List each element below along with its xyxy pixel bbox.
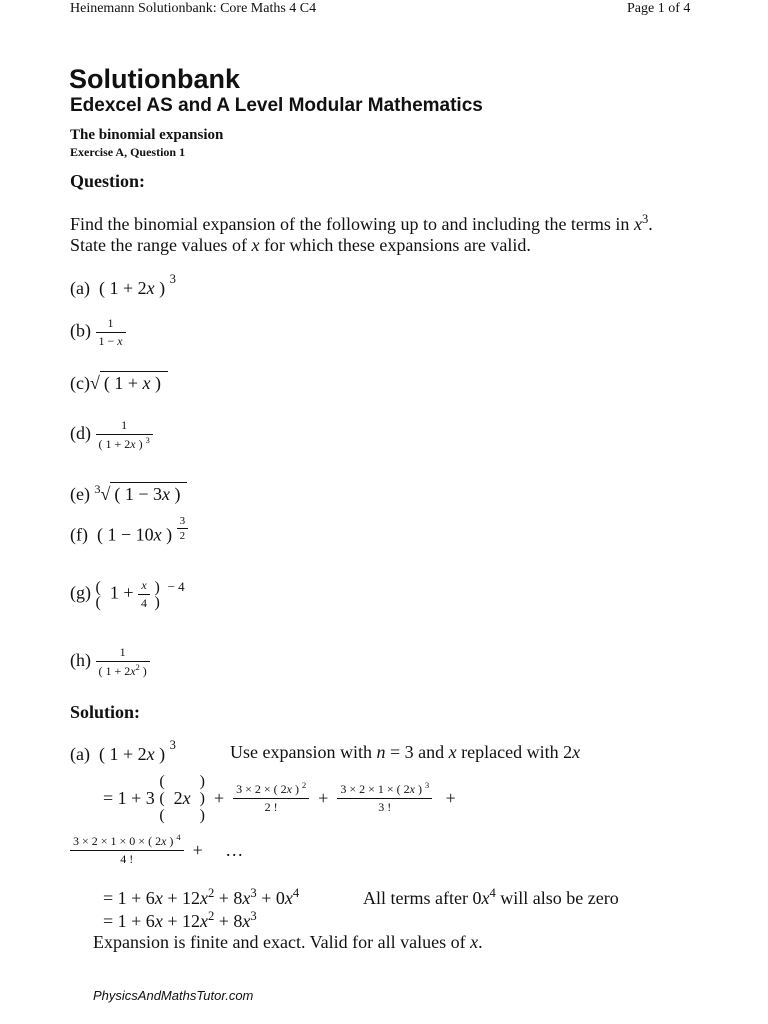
- part-e: (e) $^3$√ ( 1 − 3x ): [70, 482, 186, 504]
- solution-part-label: (a): [70, 744, 90, 764]
- sqrt-icon: √: [89, 373, 100, 393]
- term-3-fraction: $\frac{3 \times 2 \times ( 2x ) ^2}{2 !}$: [233, 781, 309, 815]
- question-text-2b: for which these expansions are valid.: [263, 235, 531, 255]
- part-g-label: (g): [70, 582, 91, 603]
- question-line-2: [70, 235, 531, 256]
- term-5-fraction: $\frac{3 \times 2 \times 1 \times 0 \times ( 2x ) ^4}{4 !}$: [70, 833, 184, 867]
- part-g-fraction: $\frac{x}{4}$: [138, 578, 150, 611]
- part-a: (a) ( 1 + 2x ) $^3$: [70, 272, 176, 298]
- part-h-label: (h): [70, 650, 91, 671]
- solution-note-1: Use expansion with n = 3 and x replaced with 2x: [230, 742, 581, 762]
- question-text-2a: State the range values of: [70, 235, 247, 255]
- part-d-fraction: $\frac{1}{( 1 + 2x ) ^3}$: [96, 418, 153, 452]
- part-h-fraction: $\frac{1}{( 1 + 2x^2 )}$: [96, 645, 150, 679]
- question-text-1: Find the binomial expansion of the following up to and including the terms in: [70, 214, 630, 234]
- term-4-fraction: $\frac{3 \times 2 \times 1 \times ( 2x ) ^3}{3 !}$: [337, 781, 432, 815]
- footer-source: PhysicsAndMathsTutor.com: [93, 988, 254, 1003]
- expansion-line-3: $\frac{3 \times 2 \times 1 \times 0 \times ( 2x ) ^4}{4 !}$ + …: [70, 833, 243, 867]
- part-d-label: (d): [70, 423, 91, 444]
- question-var-x2: x: [251, 235, 260, 255]
- question-var-x: x: [633, 214, 642, 234]
- solution-heading: Solution:: [70, 702, 141, 722]
- question-heading: Question:: [70, 171, 146, 191]
- exercise-label: Exercise A, Question 1: [70, 145, 186, 159]
- solution-line-1: (a) ( 1 + 2x ) $^3$: [70, 738, 176, 764]
- part-a-label: (a): [70, 278, 90, 298]
- part-f-exponent: $\frac{3}{2}$: [177, 515, 189, 542]
- part-d: [70, 418, 153, 452]
- conclusion: Expansion is finite and exact. Valid for all values of x.: [93, 932, 483, 952]
- question-line-1: Find the binomial expansion of the following up to and including the terms in $x^3$.: [70, 212, 653, 234]
- question-power: 3: [641, 212, 649, 226]
- part-e-label: (e): [70, 484, 90, 504]
- part-g: (g) ( ( 1 + $\frac{x}{4}$ ) ) $^{- 4}$: [70, 578, 185, 611]
- part-f: (f) ( 1 − 10x ) $\frac{3}{2}$: [70, 523, 188, 550]
- part-c: (c)√ ( 1 + x ): [70, 373, 166, 393]
- page-number: Page 1 of 4: [627, 1, 691, 16]
- topic-title: The binomial expansion: [70, 127, 224, 143]
- part-f-label: (f): [70, 524, 88, 545]
- part-b: [70, 316, 126, 349]
- part-c-label: (c): [70, 373, 90, 393]
- expansion-line-2: = 1 + 3 ( ( ( 2x ) ) ) + $\frac{3 \times 2 \times ( 2x ) ^2}{2 !}$ + $\frac{3 \times 2 \times 1 \times ( 2x ) ^3}{3 !}$ +: [103, 772, 456, 824]
- part-h: [70, 645, 150, 679]
- expansion-line-4: = $1 + 6x + 12x^2 + 8x^3 + 0x^4$: [103, 886, 300, 908]
- ellipsis: …: [225, 839, 244, 860]
- expansion-line-5: = $1 + 6x + 12x^2 + 8x^3$: [103, 909, 257, 931]
- part-b-fraction: $\frac{1}{1 - x}$: [96, 316, 126, 349]
- solution-note-2: All terms after $0x^4$ will also be zero: [363, 886, 619, 908]
- cube-root-icon: √: [100, 484, 111, 504]
- page-header-title: Heinemann Solutionbank: Core Maths 4 C4: [70, 1, 317, 16]
- doc-subtitle: Edexcel AS and A Level Modular Mathematics: [70, 95, 483, 116]
- doc-title: Solutionbank: [69, 64, 240, 94]
- part-b-label: (b): [70, 320, 91, 341]
